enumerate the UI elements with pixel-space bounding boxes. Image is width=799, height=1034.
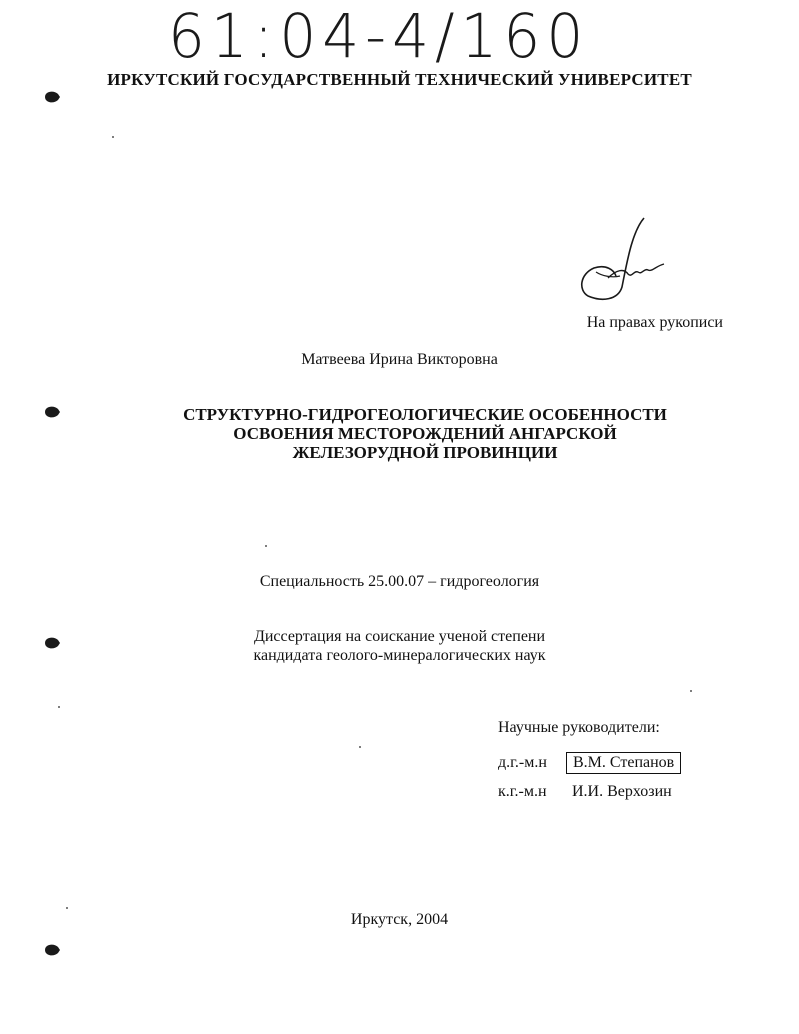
scan-speck [58,706,60,708]
advisor-name: И.И. Верхозин [572,783,672,800]
binding-hole-mark [42,88,62,106]
advisors-heading: Научные руководители: [498,719,660,736]
city-year: Иркутск, 2004 [350,911,449,928]
advisor-name-boxed: В.М. Степанов [566,752,681,774]
signature-mark [572,212,672,307]
degree-statement [0,627,799,665]
scan-speck [359,746,361,748]
handwritten-code-text: 61:04-4/160 [168,0,590,72]
dissertation-title [150,405,700,462]
handwritten-archive-code [168,2,618,70]
advisor-degree: к.г.-м.н [498,783,547,800]
specialty-line: Специальность 25.00.07 – гидрогеология [259,573,540,590]
advisor-row [498,782,678,808]
title-line: СТРУКТУРНО-ГИДРОГЕОЛОГИЧЕСКИЕ ОСОБЕННОСТИ [183,405,667,424]
title-line: ОСВОЕНИЯ МЕСТОРОЖДЕНИЙ АНГАРСКОЙ [233,424,617,443]
degree-statement-line: кандидата геолого-минералогических наук [253,647,546,664]
scan-speck [66,907,68,909]
binding-hole-mark [42,634,62,652]
advisor-degree: д.г.-м.н [498,754,547,771]
scan-speck [112,136,114,138]
university-name: ИРКУТСКИЙ ГОСУДАРСТВЕННЫЙ ТЕХНИЧЕСКИЙ УНИВЕРСИТЕТ [107,70,692,89]
title-line: ЖЕЛЕЗОРУДНОЙ ПРОВИНЦИИ [292,443,558,462]
advisor-row [498,752,681,778]
rights-note: На правах рукописи [586,314,723,331]
author-name: Матвеева Ирина Викторовна [301,351,498,368]
degree-statement-line: Диссертация на соискание ученой степени [253,628,546,645]
scan-speck [265,545,267,547]
binding-hole-mark [42,403,62,421]
scan-speck [690,690,692,692]
binding-hole-mark [42,941,62,959]
